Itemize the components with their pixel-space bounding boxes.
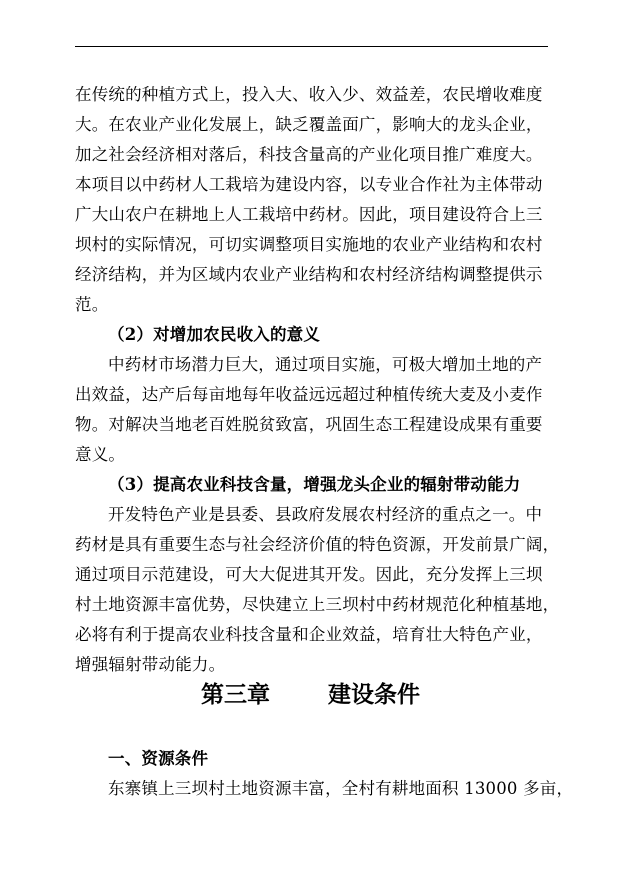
- paragraph-line: 加之社会经济相对落后，科技含量高的产业化项目推广难度大。: [75, 145, 543, 164]
- paragraph-line: 药材是具有重要生态与社会经济价值的特色资源，开发前景广阔，: [75, 535, 560, 554]
- paragraph-line: 物。对解决当地老百姓脱贫致富，巩固生态工程建设成果有重要: [75, 415, 543, 434]
- chapter-number: 第三章: [201, 681, 270, 708]
- paragraph-line: 范。: [75, 295, 109, 314]
- paragraph-line: 必将有利于提高农业科技含量和企业效益，培育壮大特色产业，: [75, 625, 543, 644]
- paragraph-line: 本项目以中药材人工栽培为建设内容，以专业合作社为主体带动: [75, 175, 543, 194]
- paragraph-line: 通过项目示范建设，可大大促进其开发。因此，充分发挥上三坝: [75, 565, 543, 584]
- paragraph-line: 经济结构，并为区域内农业产业结构和农村经济结构调整提供示: [75, 265, 543, 284]
- paragraph-line: 广大山农户在耕地上人工栽培中药材。因此，项目建设符合上三: [75, 205, 543, 224]
- paragraph-line: 中药材市场潜力巨大，通过项目实施，可极大增加土地的产: [108, 355, 543, 374]
- paragraph-line: 开发特色产业是县委、县政府发展农村经济的重点之一。中: [108, 505, 543, 524]
- chapter-name: 建设条件: [328, 681, 420, 708]
- chapter-title: [0, 680, 621, 710]
- paragraph-line: 出效益，达产后每亩地每年收益远远超过种植传统大麦及小麦作: [75, 385, 543, 404]
- subheading-2: （2）对增加农民收入的意义: [108, 325, 321, 344]
- header-rule: [75, 46, 548, 47]
- paragraph-line: 在传统的种植方式上，投入大、收入少、效益差，农民增收难度: [75, 85, 543, 104]
- paragraph-line: 大。在农业产业化发展上，缺乏覆盖面广，影响大的龙头企业，: [75, 115, 543, 134]
- paragraph-line: 增强辐射带动能力。: [75, 655, 226, 674]
- subheading-3: （3）提高农业科技含量，增强龙头企业的辐射带动能力: [108, 475, 521, 494]
- section-heading-resources: 一、资源条件: [108, 749, 209, 768]
- paragraph-line: 意义。: [75, 445, 126, 464]
- paragraph-line: 东寨镇上三坝村土地资源丰富，全村有耕地面积 13000 多亩，: [108, 779, 574, 798]
- paragraph-line: 村土地资源丰富优势，尽快建立上三坝村中药材规范化种植基地，: [75, 595, 560, 614]
- paragraph-line: 坝村的实际情况，可切实调整项目实施地的农业产业结构和农村: [75, 235, 543, 254]
